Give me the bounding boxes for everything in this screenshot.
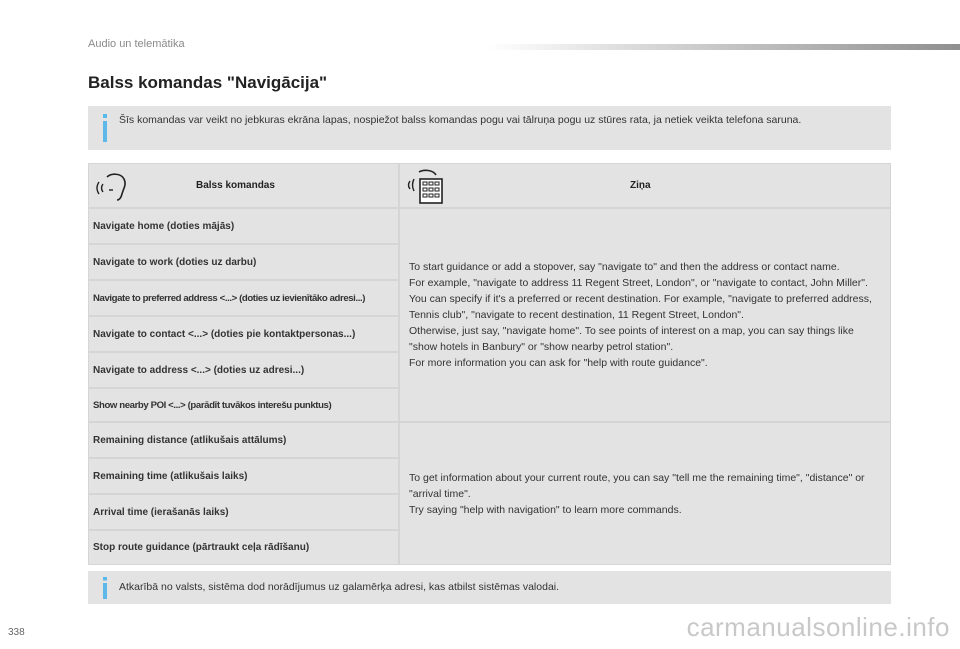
info-text-bottom: Atkarībā no valsts, sistēma dod norādījumus uz galamērķa adresi, kas atbilst sistēmas valodai. — [119, 581, 560, 593]
command-cell: Navigate to contact <...> (doties pie kontaktpersonas...) — [88, 316, 399, 352]
section-label: Audio un telemātika — [88, 38, 185, 50]
page-number: 338 — [8, 627, 25, 638]
command-cell: Show nearby POI <...> (parādīt tuvākos interešu punktus) — [88, 388, 399, 422]
message-text-route-info: To get information about your current route, you can say "tell me the remaining time", "distance" or "arrival time". Try saying "help with navigation" to learn more commands. — [409, 471, 865, 516]
command-cell: Stop route guidance (pārtraukt ceļa rādīšanu) — [88, 530, 399, 565]
info-text-top: Šīs komandas var veikt no jebkuras ekrāna lapas, nospiežot balss komandas pogu vai tālruņa pogu uz stūres rata, ja netiek veikta telefona saruna. — [119, 114, 802, 126]
command-cell: Navigate to work (doties uz darbu) — [88, 244, 399, 280]
info-icon — [98, 114, 112, 142]
command-cell: Remaining distance (atlikušais attālums) — [88, 422, 399, 458]
message-cell-navigation — [399, 208, 891, 422]
info-icon — [98, 577, 112, 599]
info-box-top — [88, 106, 891, 150]
command-cell: Navigate home (doties mājās) — [88, 208, 399, 244]
command-cell: Remaining time (atlikušais laiks) — [88, 458, 399, 494]
table-header-message — [399, 163, 891, 208]
voice-command-icon — [95, 172, 129, 202]
header-commands-label: Balss komandas — [196, 180, 275, 191]
message-text-navigation: To start guidance or add a stopover, say "navigate to" and then the address or contact name. For example, "navigate to address 11 Regent Street, London", or "navigate to contact, John Miller". You can specify if it's a preferred or recent destination. For example, "navigate to preferred address, Tennis club", "navigate to recent destination, 11 Regent Street, London". Otherwise, just say, "navigate home". To see points of interest on a map, you can say things like "show hotels in Banbury" or "show nearby petrol station". For more information you can ask for "help with route guidance". — [409, 261, 872, 369]
command-cell: Arrival time (ierašanās laiks) — [88, 494, 399, 530]
phone-keypad-icon — [406, 169, 446, 205]
header-gradient-bar — [488, 44, 960, 50]
message-cell-route-info — [399, 422, 891, 565]
page-title: Balss komandas "Navigācija" — [88, 73, 328, 92]
watermark: carmanualsonline.info — [686, 612, 950, 642]
command-cell: Navigate to preferred address <...> (doties uz ievienītāko adresi...) — [88, 280, 399, 316]
voice-commands-table — [88, 163, 891, 565]
header-message-label: Ziņa — [630, 180, 651, 191]
command-cell: Navigate to address <...> (doties uz adresi...) — [88, 352, 399, 388]
info-box-bottom — [88, 571, 891, 604]
table-header-commands — [88, 163, 399, 208]
